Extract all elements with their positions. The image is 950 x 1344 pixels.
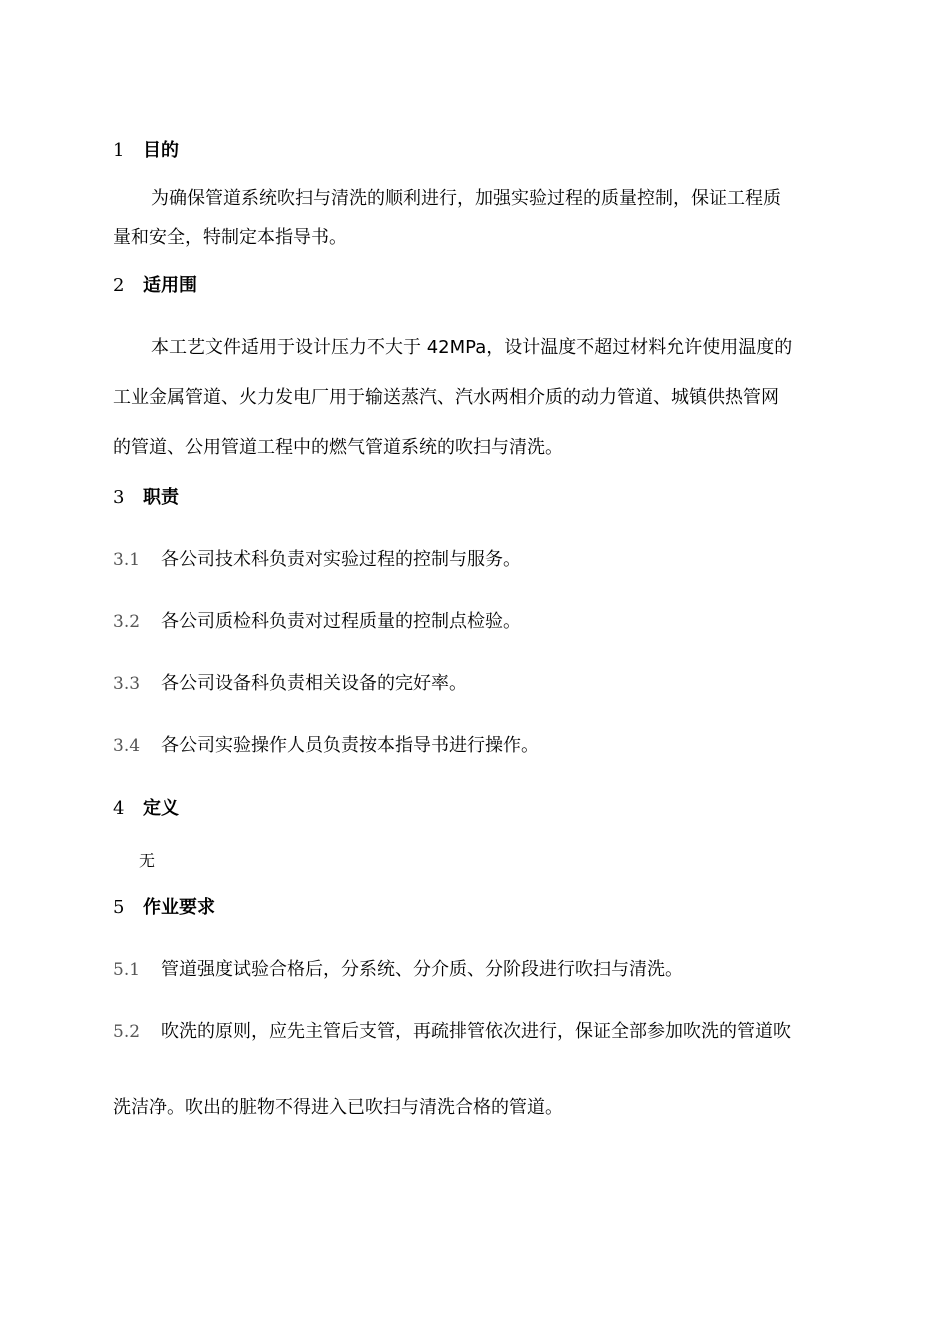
item-text: 各公司质检科负责对过程质量的控制点检验。 xyxy=(161,611,521,632)
list-item xyxy=(113,958,683,982)
section-number: 5 xyxy=(113,897,125,918)
section-1-paragraph-line-2: 量和安全，特制定本指导书。 xyxy=(113,227,347,248)
item-text: 各公司设备科负责相关设备的完好率。 xyxy=(161,673,467,694)
section-4-heading xyxy=(113,797,179,821)
item-text: 各公司实验操作人员负责按本指导书进行操作。 xyxy=(161,735,539,756)
list-item xyxy=(113,548,521,572)
section-2-paragraph-line-3: 的管道、公用管道工程中的燃气管道系统的吹扫与清洗。 xyxy=(113,437,563,458)
item-number: 3.3 xyxy=(113,674,141,694)
section-title: 目的 xyxy=(143,140,179,161)
section-title: 职责 xyxy=(143,487,179,508)
section-title: 适用围 xyxy=(143,275,197,296)
section-2-paragraph-line-2: 工业金属管道、火力发电厂用于输送蒸汽、汽水两相介质的动力管道、城镇供热管网 xyxy=(113,387,779,408)
list-item xyxy=(113,1020,791,1044)
item-number: 5.1 xyxy=(113,960,141,980)
section-5-continuation: 洗洁净。吹出的脏物不得进入已吹扫与清洗合格的管道。 xyxy=(113,1097,563,1118)
section-4-body: 无 xyxy=(139,851,156,870)
section-1-heading xyxy=(113,139,179,163)
section-number: 4 xyxy=(113,798,125,819)
item-text: 各公司技术科负责对实验过程的控制与服务。 xyxy=(161,549,521,570)
section-title: 定义 xyxy=(143,798,179,819)
section-3-heading xyxy=(113,486,179,510)
section-2-paragraph-line-1: 本工艺文件适用于设计压力不大于 42MPa，设计温度不超过材料允许使用温度的 xyxy=(151,337,793,358)
item-text: 管道强度试验合格后，分系统、分介质、分阶段进行吹扫与清洗。 xyxy=(161,959,683,980)
section-title: 作业要求 xyxy=(143,897,215,918)
item-number: 5.2 xyxy=(113,1022,141,1042)
item-number: 3.1 xyxy=(113,550,141,570)
section-5-heading xyxy=(113,896,215,920)
section-1-paragraph-line-1: 为确保管道系统吹扫与清洗的顺利进行，加强实验过程的质量控制，保证工程质 xyxy=(151,188,781,209)
section-2-heading xyxy=(113,274,197,298)
item-number: 3.2 xyxy=(113,612,141,632)
section-number: 2 xyxy=(113,275,125,296)
section-number: 1 xyxy=(113,140,125,161)
list-item xyxy=(113,610,521,634)
section-number: 3 xyxy=(113,487,125,508)
item-text: 吹洗的原则，应先主管后支管，再疏排管依次进行，保证全部参加吹洗的管道吹 xyxy=(161,1021,791,1042)
list-item xyxy=(113,672,467,696)
item-number: 3.4 xyxy=(113,736,141,756)
list-item xyxy=(113,734,539,758)
